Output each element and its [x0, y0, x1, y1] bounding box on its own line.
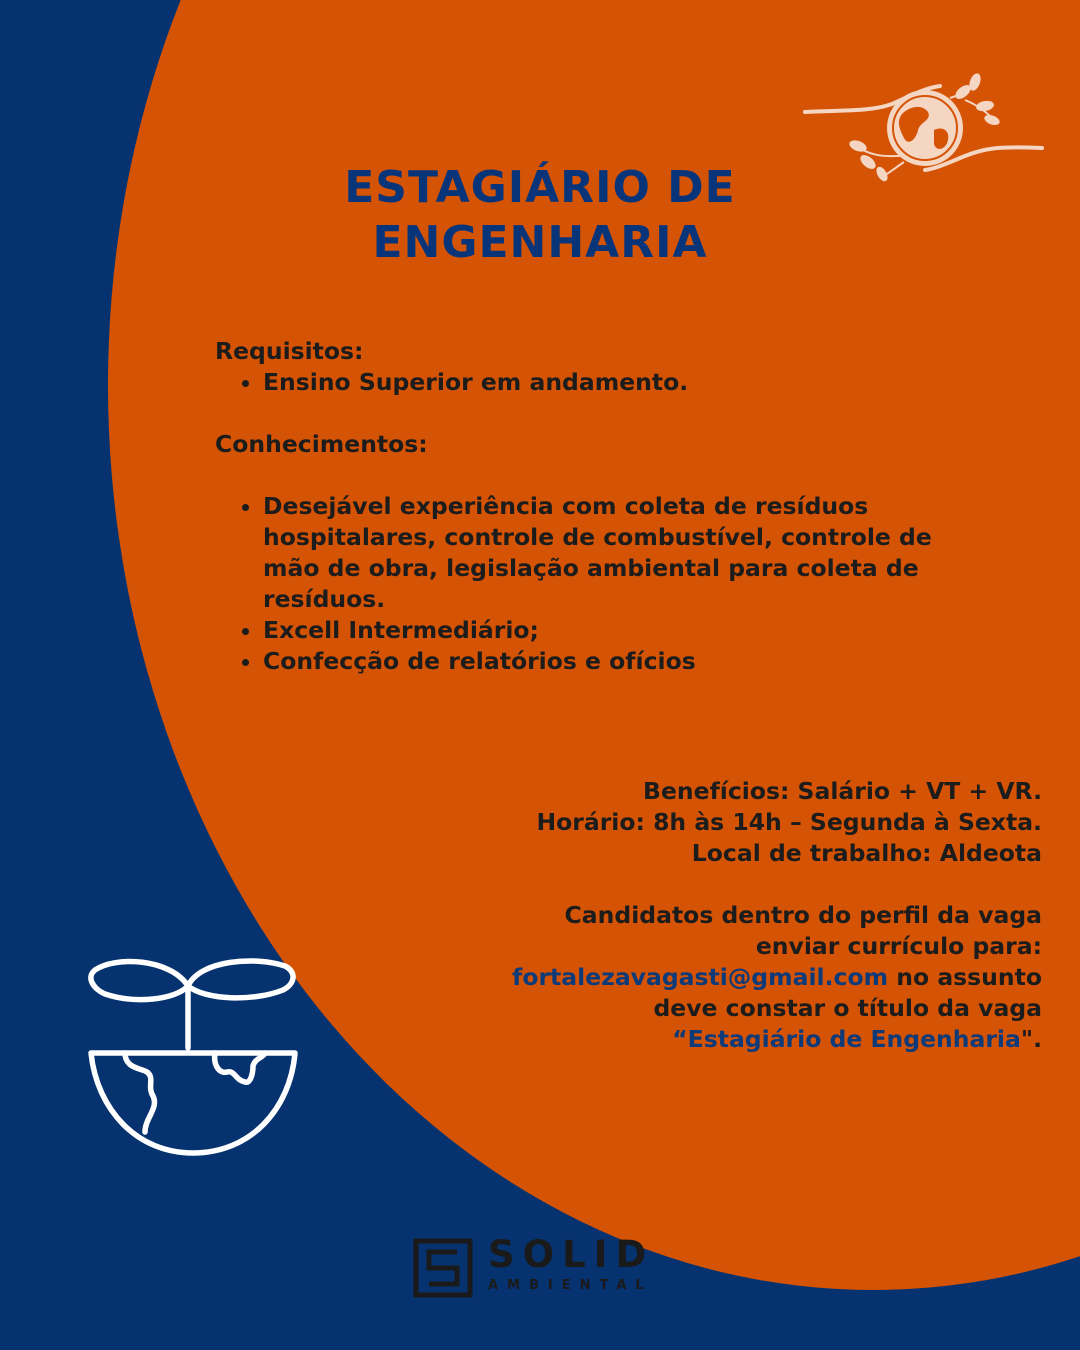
requirements-list — [215, 367, 975, 398]
location-text: Local de trabalho: Aldeota — [691, 839, 1042, 867]
job-details — [422, 776, 1042, 1055]
benefits-text: Benefícios: Salário + VT + VR. — [643, 777, 1042, 805]
application-line-5 — [422, 1024, 1042, 1055]
knowledge-item: • Confecção de relatórios e ofícios — [263, 646, 953, 677]
job-title — [300, 160, 780, 270]
knowledge-list — [215, 491, 953, 677]
application-line-4: deve constar o título da vaga — [653, 994, 1042, 1022]
requirements-heading: Requisitos: — [215, 337, 364, 365]
knowledge-heading: Conhecimentos: — [215, 430, 428, 458]
hands-globe-leaves-icon — [800, 70, 1050, 185]
closing-punctuation: ". — [1020, 1025, 1042, 1053]
brand-subtitle: AMBIENTAL — [488, 1278, 653, 1293]
knowledge-item: • Excell Intermediário; — [263, 615, 953, 646]
job-title-line-1: ESTAGIÁRIO DE — [344, 162, 736, 213]
solid-logo-mark-icon — [413, 1238, 473, 1298]
brand-name: SOLID — [488, 1233, 655, 1276]
sprout-globe-icon — [85, 948, 305, 1163]
requirements-item: • Ensino Superior em andamento. — [263, 367, 975, 398]
brand-logo — [488, 1233, 655, 1294]
schedule-text: Horário: 8h às 14h – Segunda à Sexta. — [536, 808, 1042, 836]
application-line-1: Candidatos dentro do perfil da vaga — [564, 901, 1042, 929]
application-line-3 — [422, 962, 1042, 993]
contact-email-link[interactable]: fortalezavagasti@gmail.com — [512, 963, 889, 991]
job-title-line-2: ENGENHARIA — [372, 217, 708, 268]
job-description — [215, 336, 975, 677]
knowledge-item: • Desejável experiência com coleta de resíduos hospitalares, controle de combustível, controle de mão de obra, legislação ambiental para coleta de resíduos. — [263, 491, 953, 615]
job-title-reference: “Estagiário de Engenharia — [672, 1025, 1021, 1053]
email-suffix-text: no assunto — [888, 963, 1042, 991]
application-line-2: enviar currículo para: — [755, 932, 1042, 960]
